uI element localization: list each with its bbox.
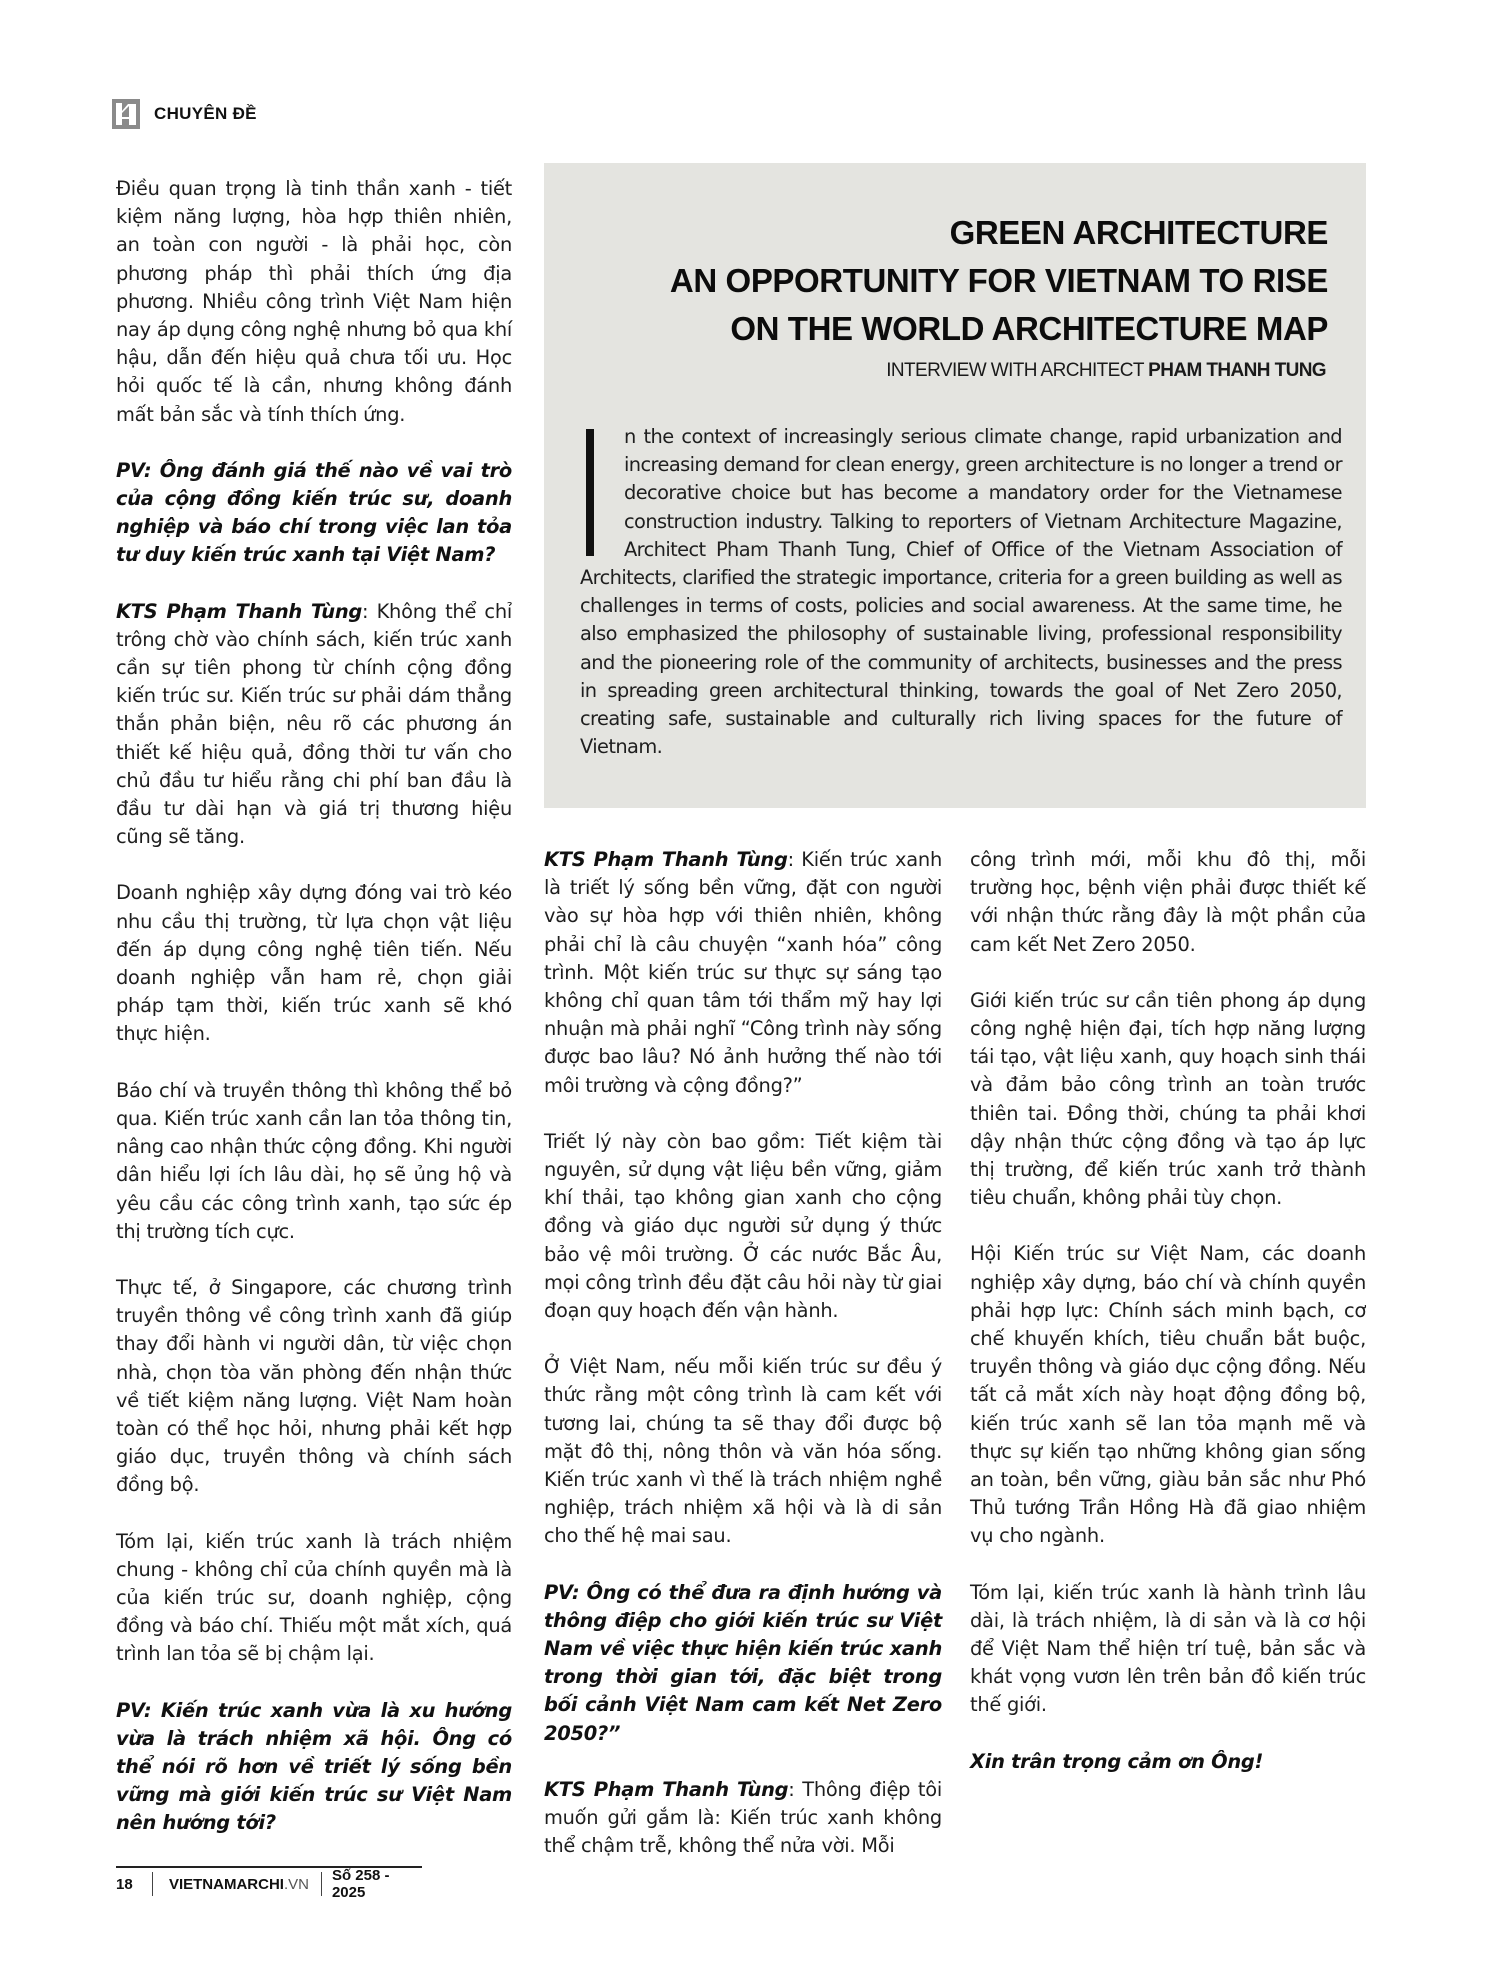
interview-answer xyxy=(544,846,942,1100)
intro-text: n the context of increasingly serious climate change, rapid urbanization and increasing demand for clean energy, green architecture is no longer a trend or decorative choice but has become a mandatory order for the Vietnamese construction industry. Talking to reporters of Vietnam Architecture Magazine, Architect Pham Thanh Tung, Chief of Office of the Vietnam Association of Architects, clarified the strategic importance, criteria for a green building as well as challenges in terms of costs, policies and social awareness. At the same time, he also emphasized the philosophy of sustainable living, professional responsibility and the pioneering role of the community of architects, businesses and the press in spreading green architectural thinking, towards the goal of Net Zero 2050, creating safe, sustainable and culturally rich living spaces for the future of Vietnam. xyxy=(580,425,1342,759)
interviewee-name: PHAM THANH TUNG xyxy=(1148,360,1326,381)
paragraph: Tóm lại, kiến trúc xanh là trách nhiệm chung - không chỉ của chính quyền mà là của kiến trúc sư, doanh nghiệp, cộng đồng và báo chí. Thiếu một mắt xích, quá trình lan tỏa sẽ bị chậm lại. xyxy=(116,1529,512,1666)
interview-question: PV: Ông có thể đưa ra định hướng và thông điệp cho giới kiến trúc sư Việt Nam về việc thực hiện kiến trúc xanh trong thời gian tới, đặc biệt trong bối cảnh Việt Nam cam kết Net Zero 2050?” xyxy=(544,1580,942,1745)
paragraph: Hội Kiến trúc sư Việt Nam, các doanh nghiệp xây dựng, báo chí và chính quyền phải hợp lực: Chính sách minh bạch, cơ chế khuyến khích, tiêu chuẩn bắt buộc, truyền thông và giáo dục cộng đồng. Nếu tất cả mắt xích này hoạt động đồng bộ, kiến trúc xanh sẽ lan tỏa mạnh mẽ và thực sự kiến tạo những không gian sống an toàn, bền vững, giàu bản sắc như Phó Thủ tướng Trần Hồng Hà đã giao nhiệm vụ cho ngành. xyxy=(970,1242,1366,1548)
site-name: VIETNAMARCHI xyxy=(168,1875,284,1893)
issue-number: Số 258 - 2025 xyxy=(331,1867,390,1901)
article-title xyxy=(670,209,1328,353)
interview-question: PV: Ông đánh giá thế nào về vai trò của cộng đồng kiến trúc sư, doanh nghiệp và báo chí trong việc lan tỏa tư duy kiến trúc xanh tại Việt Nam? xyxy=(116,458,512,567)
answer-text: : Kiến trúc xanh là triết lý sống bền vững, đặt con người vào sự hòa hợp với thiên nhiên, không phải chỉ là câu chuyện “xanh hóa” công trình. Một kiến trúc sư thực sự sáng tạo không chỉ quan tâm tới thẩm mỹ hay lợi nhuận mà phải nghĩ “Công trình này sống được bao lâu? Nó ảnh hưởng thế nào tới môi trường và cộng đồng?” xyxy=(544,848,942,1097)
paragraph: Báo chí và truyền thông thì không thể bỏ qua. Kiến trúc xanh cần lan tỏa thông tin, nâng cao nhận thức cộng đồng. Khi người dân hiểu lợi ích lâu dài, họ sẽ ủng hộ và yêu cầu các công trình xanh, tạo sức ép thị trường tích cực. xyxy=(116,1078,512,1243)
section-label: CHUYÊN ĐỀ xyxy=(154,104,257,123)
paragraph: Triết lý này còn bao gồm: Tiết kiệm tài nguyên, sử dụng vật liệu bền vững, giảm khí thải, tạo không gian xanh cho cộng đồng và giáo dục người sử dụng ý thức bảo vệ môi trường. Ở các nước Bắc Âu, mọi công trình đều đặt câu hỏi này từ giai đoạn quy hoạch đến vận hành. xyxy=(544,1129,942,1323)
paragraph: công trình mới, mỗi khu đô thị, mỗi trường học, bệnh viện phải được thiết kế với nhận thức rằng đây là một phần của cam kết Net Zero 2050. xyxy=(970,848,1366,956)
title-line: AN OPPORTUNITY FOR VIETNAM TO RISE xyxy=(669,262,1328,299)
paragraph: Thực tế, ở Singapore, các chương trình truyền thông về công trình xanh đã giúp thay đổi hành vi người dân, từ việc chọn nhà, chọn tòa văn phòng đến nhận thức về tiết kiệm năng lượng. Việt Nam hoàn toàn có thể học hỏi, nhưng phải kết hợp giáo dục, truyền thông và chính sách đồng bộ. xyxy=(116,1275,512,1497)
paragraph: Tóm lại, kiến trúc xanh là hành trình lâu dài, là trách nhiệm, là di sản và là cơ hội để Việt Nam thể hiện trí tuệ, bản sắc và khát vọng vươn lên trên bản đồ kiến trúc thế giới. xyxy=(970,1580,1366,1717)
article-intro-box xyxy=(544,163,1366,808)
title-line: GREEN ARCHITECTURE xyxy=(949,214,1328,251)
page-footer xyxy=(116,1866,422,1901)
intro-paragraph xyxy=(580,423,1342,761)
closing-line: Xin trân trọng cảm ơn Ông! xyxy=(970,1749,1264,1773)
paragraph: Điều quan trọng là tinh thần xanh - tiết kiệm năng lượng, hòa hợp thiên nhiên, an toàn con người - là phải học, còn phương pháp thì phải thích ứng địa phương. Nhiều công trình Việt Nam hiện nay áp dụng công nghệ nhưng bỏ qua khí hậu, dẫn đến hiệu quả chưa tối ưu. Học hỏi quốc tế là cần, nhưng không đánh mất bản sắc và tính thích ứng. xyxy=(116,177,512,426)
speaker-name: KTS Phạm Thanh Tùng xyxy=(544,848,788,871)
speaker-name: KTS Phạm Thanh Tùng xyxy=(544,1777,789,1801)
paragraph: Giới kiến trúc sư cần tiên phong áp dụng công nghệ hiện đại, tích hợp năng lượng tái tạo, vật liệu xanh, quy hoạch sinh thái và đảm bảo công trình an toàn trước thiên tai. Đồng thời, chúng ta phải khơi dậy nhận thức cộng đồng và tạo áp lực thị trường, để kiến trúc xanh trở thành tiêu chuẩn, không phải tùy chọn. xyxy=(970,988,1366,1210)
paragraph: Ở Việt Nam, nếu mỗi kiến trúc sư đều ý thức rằng một công trình là cam kết với tương lai, chúng ta sẽ thay đổi được bộ mặt đô thị, nông thôn và văn hóa sống. Kiến trúc xanh vì thế là trách nhiệm nghề nghiệp, trách nhiệm xã hội và là di sản cho thế hệ mai sau. xyxy=(544,1355,942,1548)
section-header xyxy=(112,98,257,130)
interview-answer xyxy=(116,598,512,852)
site-tld: .VN xyxy=(283,1875,309,1893)
article-column-2 xyxy=(544,846,942,1861)
paragraph: Doanh nghiệp xây dựng đóng vai trò kéo nhu cầu thị trường, từ lựa chọn vật liệu đến áp dụng công nghệ tiên tiến. Nếu doanh nghiệp vẫn ham rẻ, chọn giải pháp tạm thời, kiến trúc xanh sẽ khó thực hiện. xyxy=(116,881,512,1046)
title-line: ON THE WORLD ARCHITECTURE MAP xyxy=(730,310,1328,347)
speaker-name: KTS Phạm Thanh Tùng xyxy=(116,599,363,623)
website-link[interactable] xyxy=(153,1876,321,1893)
interview-answer xyxy=(544,1776,942,1861)
article-column-3 xyxy=(970,846,1366,1776)
answer-text: : Không thể chỉ trông chờ vào chính sách, kiến trúc xanh cần sự tiên phong từ chính cộng đồng kiến trúc sư. Kiến trúc sư phải dám thẳng thắn phản biện, nêu rõ các phương án thiết kế hiệu quả, đồng thời tư vấn cho chủ đầu tư hiểu rằng chi phí ban đầu là đầu tư dài hạn và giá trị thương hiệu cũng sẽ tăng. xyxy=(116,599,512,849)
article-column-1 xyxy=(116,175,512,1838)
subtitle-prefix: INTERVIEW WITH ARCHITECT xyxy=(886,360,1149,381)
magazine-logo-icon xyxy=(112,99,140,129)
article-subtitle xyxy=(886,360,1326,382)
page-number: 18 xyxy=(116,1875,133,1893)
answer-text: : Thông điệp tôi muốn gửi gắm là: Kiến trúc xanh không thể chậm trễ, không thể nửa vời. Mỗi xyxy=(544,1777,942,1858)
interview-question: PV: Kiến trúc xanh vừa là xu hướng vừa là trách nhiệm xã hội. Ông có thể nói rõ hơn về triết lý sống bền vững mà giới kiến trúc sư Việt Nam nên hướng tới? xyxy=(116,1698,512,1835)
dropcap-bar xyxy=(586,429,594,556)
